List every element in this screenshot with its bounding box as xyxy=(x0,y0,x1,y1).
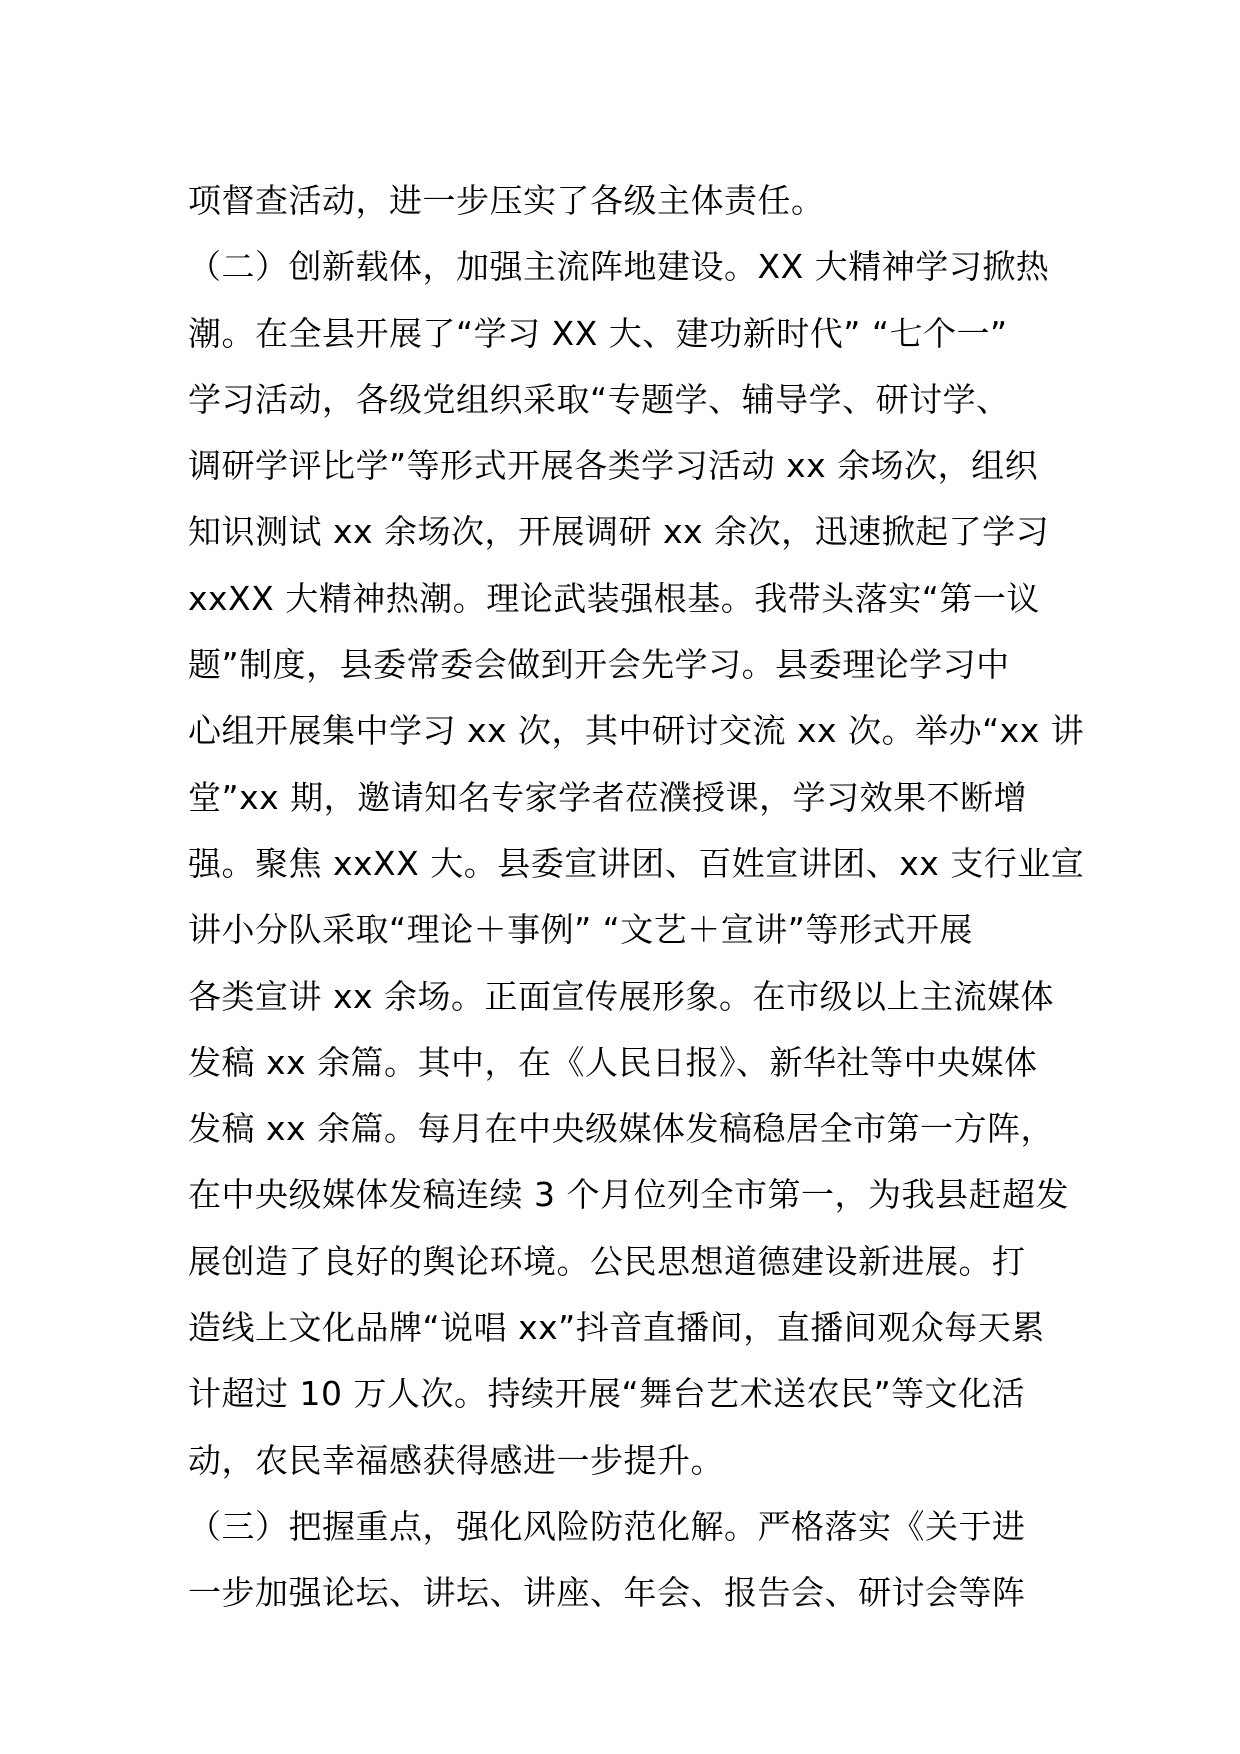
text-line: 学习活动，各级党组织采取“专题学、辅导学、研讨学、 xyxy=(188,379,1010,419)
text-line: 造线上文化品牌“说唱 xx”抖音直播间，直播间观众每天累 xyxy=(188,1308,1045,1348)
text-line: 讲小分队采取“理论＋事例” “文艺＋宣讲”等形式开展 xyxy=(188,910,973,950)
section-heading-line: （二）创新载体，加强主流阵地建设。XX 大精神学习掀热 xyxy=(188,247,1050,287)
text-line: 动，农民幸福感获得感进一步提升。 xyxy=(188,1440,724,1480)
text-line: 知识测试 xx 余场次，开展调研 xx 余次，迅速掀起了学习 xyxy=(188,512,1050,552)
text-line: 项督查活动，进一步压实了各级主体责任。 xyxy=(188,181,825,220)
text-line: 题”制度，县委常委会做到开会先学习。县委理论学习中 xyxy=(188,645,1010,685)
text-line: 展创造了良好的舆论环境。公民思想道德建设新进展。打 xyxy=(188,1241,1026,1281)
text-line: 计超过 10 万人次。持续开展“舞台艺术送农民”等文化活 xyxy=(188,1374,1026,1414)
text-line: 心组开展集中学习 xx 次，其中研讨交流 xx 次。举办“xx 讲 xyxy=(188,711,1085,751)
text-line: xxXX 大精神热潮。理论武装强根基。我带头落实“第一议 xyxy=(188,578,1040,618)
text-line: 各类宣讲 xx 余场。正面宣传展形象。在市级以上主流媒体 xyxy=(188,976,1055,1016)
text-line: 一步加强论坛、讲坛、讲座、年会、报告会、研讨会等阵 xyxy=(188,1573,1026,1613)
text-line: 发稿 xx 余篇。每月在中央级媒体发稿稳居全市第一方阵， xyxy=(188,1109,1055,1149)
text-line: 在中央级媒体发稿连续 3 个月位列全市第一，为我县赶超发 xyxy=(188,1175,1069,1215)
text-line: 堂”xx 期，邀请知名专家学者莅濮授课，学习效果不断增 xyxy=(188,777,1028,817)
text-line: 调研学评比学”等形式开展各类学习活动 xx 余场次，组织 xyxy=(188,446,1039,486)
text-line: 发稿 xx 余篇。其中，在《人民日报》、新华社等中央媒体 xyxy=(188,1042,1038,1082)
section-heading-line: （三）把握重点，强化风险防范化解。严格落实《关于进 xyxy=(188,1506,1026,1546)
text-line: 强。聚焦 xxXX 大。县委宣讲团、百姓宣讲团、xx 支行业宣 xyxy=(188,843,1085,883)
document-body xyxy=(188,168,1085,1627)
text-line: 潮。在全县开展了“学习 XX 大、建功新时代” “七个一” xyxy=(188,313,1008,353)
